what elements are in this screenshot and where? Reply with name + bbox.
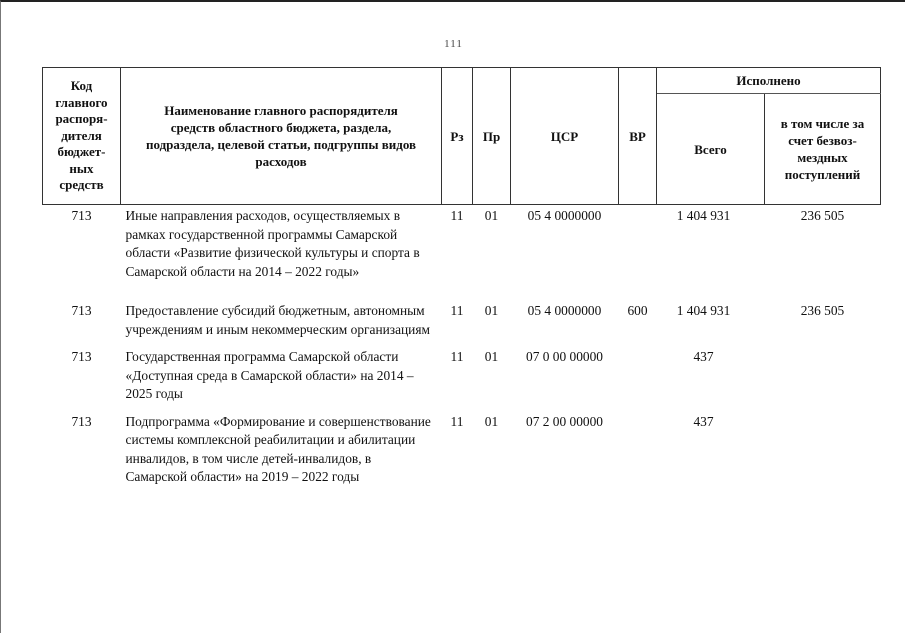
table-header: [43, 68, 881, 205]
header-rz: Рз: [442, 68, 473, 205]
header-csr: ЦСР: [511, 68, 619, 205]
cell-code: 713: [71, 303, 92, 318]
page-number: 111: [444, 38, 463, 50]
header-pr: Пр: [473, 68, 511, 205]
cell-code: 713: [71, 208, 92, 223]
cell-total: 437: [693, 413, 714, 429]
cell-csr: 05 4 0000000: [527, 208, 602, 223]
cell-free-receipts: [765, 411, 881, 487]
header-code: [43, 68, 121, 205]
cell-free-receipts: 236 505: [800, 303, 845, 318]
cell-rz: 11: [450, 413, 464, 429]
cell-free-receipts: 236 505: [800, 208, 845, 223]
header-executed: Исполнено: [657, 68, 881, 94]
cell-csr: 05 4 0000000: [527, 303, 602, 318]
cell-csr: 07 0 00 00000: [526, 349, 603, 364]
table-row: [43, 411, 881, 487]
header-code-line: распоря-: [55, 111, 108, 127]
cell-total: 437: [693, 349, 714, 364]
table-row: [43, 205, 881, 301]
cell-rz: 11: [450, 303, 464, 318]
cell-pr: 01: [484, 413, 499, 429]
cell-vr: 600: [627, 303, 648, 318]
budget-execution-table: [42, 67, 881, 487]
cell-csr: 07 2 00 00000: [526, 413, 603, 429]
cell-name: Подпрограмма «Формирование и совершенствование системы комплексной реабилитации и абилитации инвалидов, в том числе детей-инвалидов, в Самарской области» на 2019 – 2022 годы: [125, 413, 431, 484]
header-code-line: дителя: [61, 127, 102, 143]
header-free-receipts: в том числе за счет безвоз-мездных поступлений: [765, 94, 881, 205]
header-code-line: средств: [59, 177, 104, 193]
header-code-line: бюджет-: [57, 144, 106, 160]
cell-pr: 01: [484, 349, 499, 364]
table-row: [43, 300, 881, 346]
cell-name: Предоставление субсидий бюджетным, автономным учреждениям и иным некоммерческим организациям: [125, 303, 430, 337]
cell-vr: [619, 346, 657, 411]
cell-vr: [619, 411, 657, 487]
cell-total: 1 404 931: [676, 208, 731, 223]
cell-free-receipts: [765, 346, 881, 411]
header-total: Всего: [657, 94, 765, 205]
header-code-line: Код: [70, 78, 93, 94]
cell-name: Государственная программа Самарской области «Доступная среда в Самарской области» на 2014 – 2025 годы: [125, 349, 414, 401]
header-code-line: ных: [69, 160, 94, 176]
cell-rz: 11: [450, 208, 464, 223]
cell-code: 713: [71, 349, 92, 364]
cell-pr: 01: [484, 303, 499, 318]
table-body: [43, 205, 881, 487]
cell-name: Иные направления расходов, осуществляемых в рамках государственной программы Самарской области «Развитие физической культуры и спорта в Самарской области на 2014 – 2022 годы»: [125, 208, 420, 279]
cell-code: 713: [71, 413, 92, 429]
cell-vr: [619, 205, 657, 301]
header-vr: ВР: [619, 68, 657, 205]
cell-total: 1 404 931: [676, 303, 731, 318]
cell-pr: 01: [484, 208, 499, 223]
header-code-line: главного: [55, 94, 108, 110]
table-row: [43, 346, 881, 411]
cell-rz: 11: [450, 349, 464, 364]
header-name: Наименование главного распорядителя средств областного бюджета, раздела, подраздела, целевой статьи, подгруппы видов расходов: [121, 68, 442, 205]
